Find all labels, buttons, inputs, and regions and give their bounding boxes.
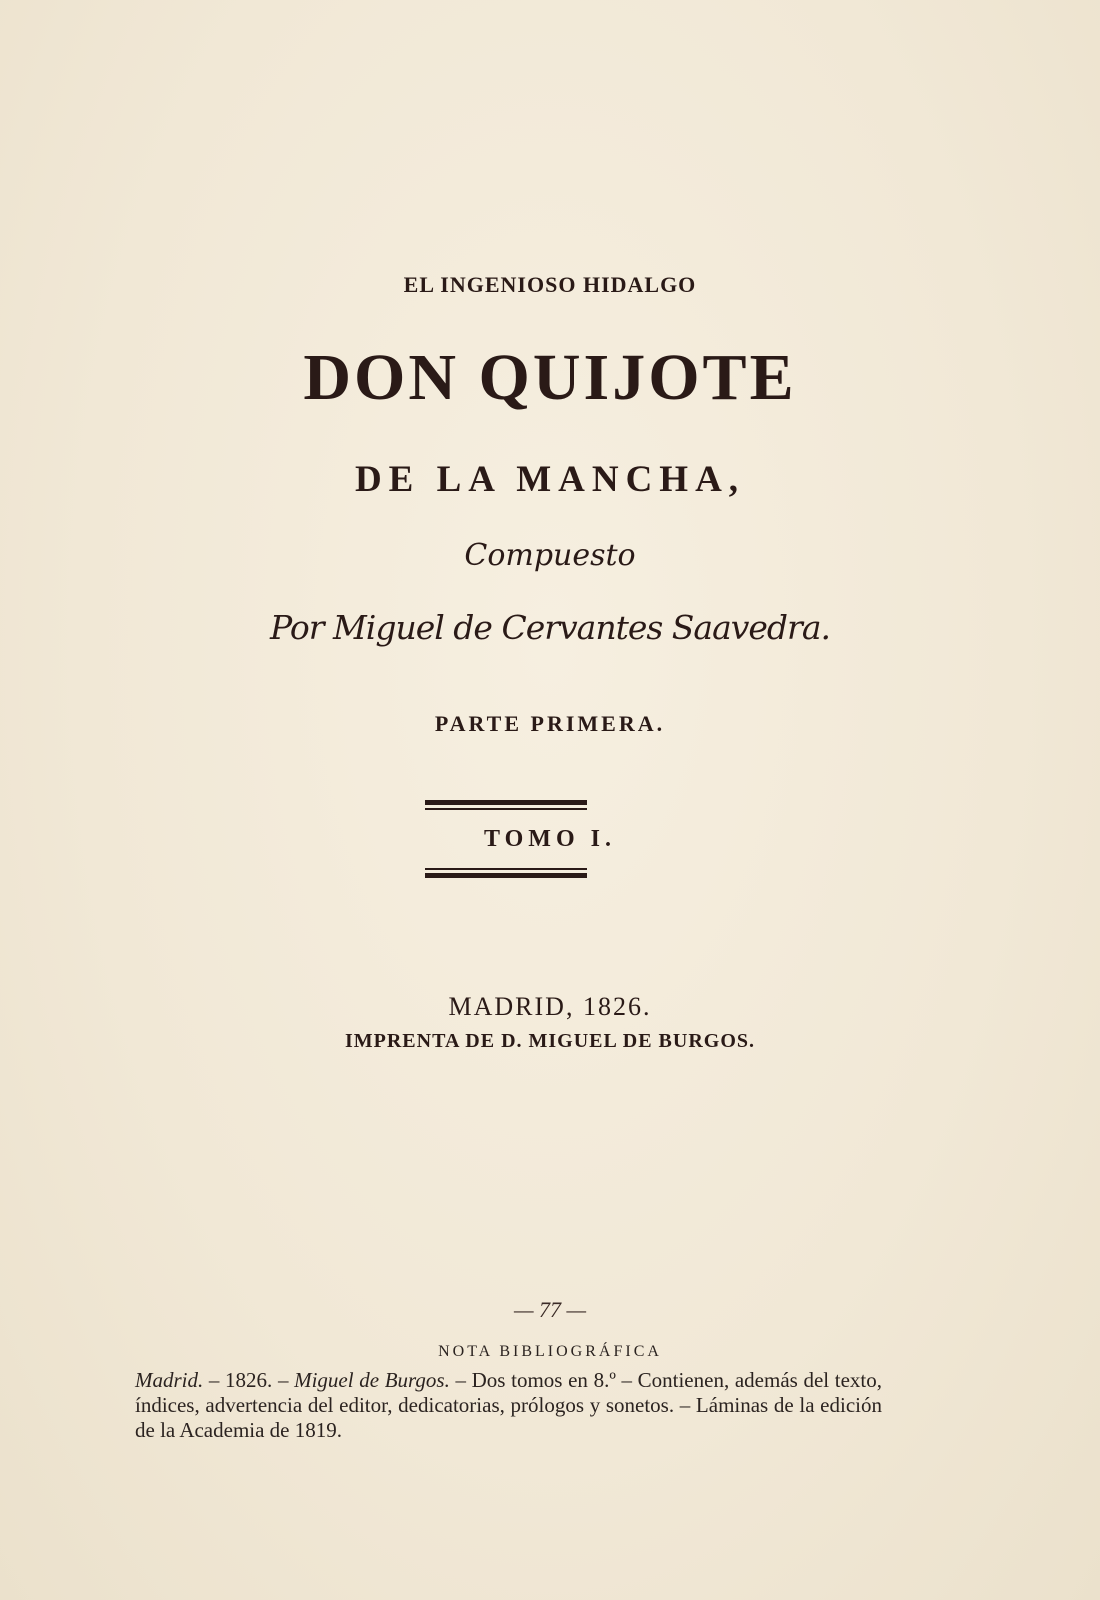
pre-title: EL INGENIOSO HIDALGO: [403, 272, 697, 297]
note-place: Madrid.: [135, 1368, 204, 1392]
bottom-thick-rule: [425, 873, 587, 878]
bibliographic-note: [135, 1368, 882, 1443]
note-printer: Miguel de Burgos.: [294, 1368, 450, 1392]
subtitle: DE LA MANCHA,: [354, 459, 746, 500]
volume-label: TOMO I.: [484, 826, 616, 852]
top-thick-rule: [425, 800, 587, 805]
note-description: – Dos tomos en 8.º – Contienen, además del texto, índices, advertencia del editor, dedicatorias, prólogos y sonetos. – Láminas de la edición de la Academia de 1819.: [135, 1368, 883, 1442]
imprint-place-year: MADRID, 1826.: [448, 992, 652, 1021]
composed-script: Compuesto: [464, 538, 636, 573]
page-number: — 77 —: [513, 1297, 587, 1322]
bottom-thin-rule: [425, 868, 587, 870]
note-heading: NOTA BIBLIOGRÁFICA: [438, 1343, 662, 1360]
imprint-printer: IMPRENTA DE D. MIGUEL DE BURGOS.: [344, 1030, 755, 1052]
main-title: DON QUIJOTE: [303, 341, 797, 414]
top-thin-rule: [425, 808, 587, 810]
part-label: PARTE PRIMERA.: [434, 711, 666, 736]
note-separator: – 1826. –: [203, 1368, 295, 1392]
author-script: Por Miguel de Cervantes Saavedra.: [270, 608, 830, 647]
